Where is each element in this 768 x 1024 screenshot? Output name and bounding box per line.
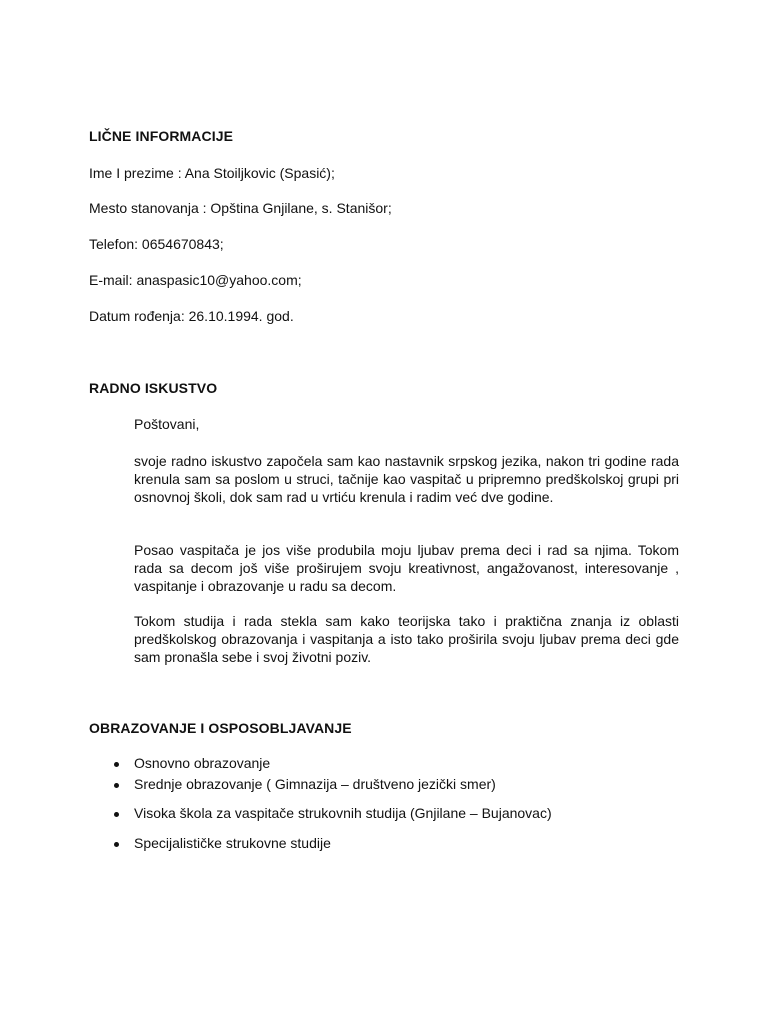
education-item-text: Srednje obrazovanje ( Gimnazija – društveno jezički smer) xyxy=(134,776,496,792)
education-item-text: Osnovno obrazovanje xyxy=(134,755,271,771)
bullet-icon xyxy=(114,812,119,817)
name-line: Ime I prezime : Ana Stoiljkovic (Spasić); xyxy=(89,165,335,181)
bullet-icon xyxy=(114,842,119,847)
personal-info-heading: LIČNE INFORMACIJE xyxy=(89,128,234,144)
bullet-icon xyxy=(114,783,119,788)
work-experience-heading: RADNO ISKUSTVO xyxy=(89,380,218,396)
experience-paragraph-1: svoje radno iskustvo započela sam kao nastavnik srpskog jezika, nakon tri godine rada krenula sam sa poslom u struci, tačnije kao vaspitač u pripremno predškolskoj grupi pri osnovnoj školi, dok sam rad u vrtiću krenula i radim već dve godine. xyxy=(134,453,679,505)
greeting: Poštovani, xyxy=(134,416,200,432)
residence-line: Mesto stanovanja : Opština Gnjilane, s. Stanišor; xyxy=(89,200,392,216)
bullet-icon xyxy=(114,762,119,767)
education-item-text: Specijalističke strukovne studije xyxy=(134,835,331,851)
education-heading: OBRAZOVANJE I OSPOSOBLJAVANJE xyxy=(89,720,352,736)
experience-paragraph-2: Posao vaspitača je jos više produbila moju ljubav prema deci i rad sa njima. Tokom rada sa decom još više proširujem svoju kreativnost, angažovanost, interesovanje , vaspitanje i obrazovanje u radu sa decom. xyxy=(134,542,679,594)
phone-line: Telefon: 0654670843; xyxy=(89,236,224,252)
experience-paragraph-3: Tokom studija i rada stekla sam kako teorijska tako i praktična znanja iz oblasti predškolskog obrazovanja i vaspitanja a isto tako proširila svoju ljubav prema deci gde sam pronašla sebe i svoj životni poziv. xyxy=(134,613,679,665)
email-line: E-mail: anaspasic10@yahoo.com; xyxy=(89,272,302,288)
education-item-text: Visoka škola za vaspitače strukovnih studija (Gnjilane – Bujanovac) xyxy=(134,805,552,821)
birth-date-line: Datum rođenja: 26.10.1994. god. xyxy=(89,308,294,324)
